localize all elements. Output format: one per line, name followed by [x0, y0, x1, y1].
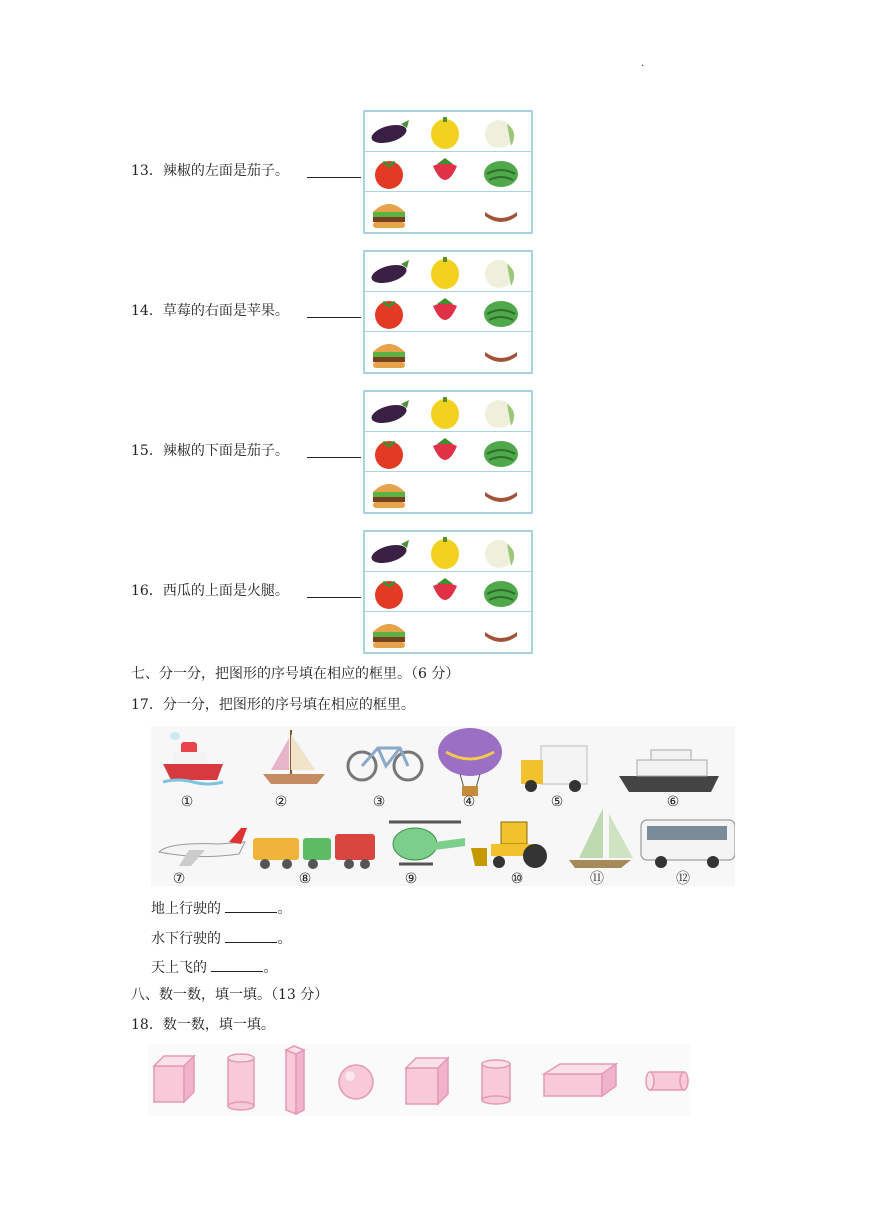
question-text: 14．草莓的右面是苹果。	[131, 303, 289, 319]
vehicle-number-sailboat: ②	[274, 794, 288, 810]
sailing-ship-icon	[569, 808, 633, 868]
grid-row	[365, 292, 531, 332]
bus-icon	[641, 820, 735, 868]
section8-heading: 八、数一数，填一填。（13 分）	[131, 987, 329, 1003]
tomato-icon	[369, 574, 409, 610]
vehicle-illustrations	[151, 726, 735, 886]
strawberry-icon	[425, 574, 465, 610]
bicycle-icon	[348, 748, 422, 780]
vehicle-number-train: ⑧	[298, 871, 312, 886]
vehicle-number-ship: ⑥	[666, 794, 680, 810]
question-18: 18．数一数，填一填。	[131, 1017, 275, 1033]
vehicle-number-sailing-ship: ⑪	[590, 871, 604, 886]
fill-water-blank[interactable]	[225, 928, 277, 943]
yellow-pepper-icon	[425, 534, 465, 570]
grid-row	[365, 432, 531, 472]
eggplant-icon	[369, 534, 409, 570]
grid-row	[365, 572, 531, 612]
grid-row	[365, 152, 531, 192]
food-grid	[363, 110, 533, 234]
vehicle-number-bus: ⑫	[676, 871, 690, 886]
vehicle-number-helicopter: ⑨	[404, 871, 418, 886]
tomato-icon	[369, 154, 409, 190]
section7-heading: 七、分一分，把图形的序号填在相应的框里。（6 分）	[131, 666, 460, 682]
strawberry-icon	[425, 434, 465, 470]
short-cylinder-icon	[646, 1072, 688, 1090]
hot-air-balloon-icon	[438, 728, 502, 796]
answer-blank[interactable]	[307, 457, 361, 458]
fill-water	[151, 928, 291, 948]
question-14	[131, 302, 289, 320]
vehicle-number-hot-air-balloon: ④	[462, 794, 476, 810]
answer-blank[interactable]	[307, 597, 361, 598]
ship-icon	[619, 750, 719, 792]
fill-water-period: 。	[277, 931, 292, 947]
yellow-pepper-icon	[425, 114, 465, 150]
fill-ground-period: 。	[277, 901, 292, 917]
answer-blank[interactable]	[307, 317, 361, 318]
cube-icon-2	[406, 1058, 448, 1104]
vehicle-picture	[151, 726, 735, 886]
question-text: 13．辣椒的左面是茄子。	[131, 163, 289, 179]
cylinder-icon-1	[228, 1054, 254, 1110]
train-icon	[253, 834, 375, 869]
fill-ground-label: 地上行驶的	[151, 901, 221, 917]
cube-icon-1	[154, 1056, 194, 1102]
food-grid	[363, 390, 533, 514]
question-text: 15．辣椒的下面是茄子。	[131, 443, 289, 459]
grid-row	[365, 252, 531, 292]
vehicle-number-bicycle: ③	[372, 794, 386, 810]
watermelon-icon	[481, 154, 521, 190]
sailboat-icon	[263, 730, 325, 784]
sausage-icon	[481, 194, 521, 230]
watermelon-icon	[481, 574, 521, 610]
watermelon-icon	[481, 294, 521, 330]
yellow-pepper-icon	[425, 394, 465, 430]
yellow-pepper-icon	[425, 254, 465, 290]
hamburger-icon	[369, 614, 409, 650]
food-grid	[363, 530, 533, 654]
question-17: 17．分一分，把图形的序号填在相应的框里。	[131, 697, 415, 713]
food-grid	[363, 250, 533, 374]
hamburger-icon	[369, 474, 409, 510]
tall-cuboid-icon	[286, 1046, 304, 1114]
cauliflower-icon	[481, 534, 521, 570]
sausage-icon	[481, 474, 521, 510]
question-16	[131, 582, 289, 600]
fill-sky-period: 。	[263, 960, 278, 976]
vehicle-number-truck: ⑤	[550, 794, 564, 810]
tomato-icon	[369, 294, 409, 330]
eggplant-icon	[369, 394, 409, 430]
cauliflower-icon	[481, 254, 521, 290]
vehicle-number-bulldozer: ⑩	[510, 871, 524, 886]
eggplant-icon	[369, 254, 409, 290]
truck-icon	[521, 746, 587, 792]
grid-row	[365, 112, 531, 152]
cauliflower-icon	[481, 114, 521, 150]
hamburger-icon	[369, 194, 409, 230]
page-marker: .	[641, 58, 645, 69]
eggplant-icon	[369, 114, 409, 150]
grid-row	[365, 192, 531, 232]
shape-illustrations	[148, 1044, 690, 1116]
cuboid-icon	[544, 1064, 616, 1096]
tomato-icon	[369, 434, 409, 470]
sausage-icon	[481, 334, 521, 370]
watermelon-icon	[481, 434, 521, 470]
fill-water-label: 水下行驶的	[151, 931, 221, 947]
cauliflower-icon	[481, 394, 521, 430]
bulldozer-icon	[471, 822, 547, 868]
shapes-picture	[148, 1044, 690, 1116]
airplane-icon	[159, 828, 247, 866]
grid-row	[365, 472, 531, 512]
vehicle-number-airplane: ⑦	[172, 871, 186, 886]
fill-sky-label: 天上飞的	[151, 960, 207, 976]
fill-ground	[151, 898, 291, 918]
strawberry-icon	[425, 294, 465, 330]
sausage-icon	[481, 614, 521, 650]
strawberry-icon	[425, 154, 465, 190]
fill-sky-blank[interactable]	[211, 957, 263, 972]
cylinder-icon-2	[482, 1060, 510, 1104]
fill-sky	[151, 957, 277, 977]
question-text: 16．西瓜的上面是火腿。	[131, 583, 289, 599]
grid-row	[365, 532, 531, 572]
hamburger-icon	[369, 334, 409, 370]
question-15	[131, 442, 289, 460]
grid-row	[365, 332, 531, 372]
sphere-icon	[339, 1065, 373, 1099]
vehicle-number-boat: ①	[180, 794, 194, 810]
boat-icon	[163, 732, 223, 784]
question-13	[131, 162, 289, 180]
fill-ground-blank[interactable]	[225, 898, 277, 913]
grid-row	[365, 612, 531, 652]
grid-row	[365, 392, 531, 432]
helicopter-icon	[389, 822, 465, 864]
answer-blank[interactable]	[307, 177, 361, 178]
